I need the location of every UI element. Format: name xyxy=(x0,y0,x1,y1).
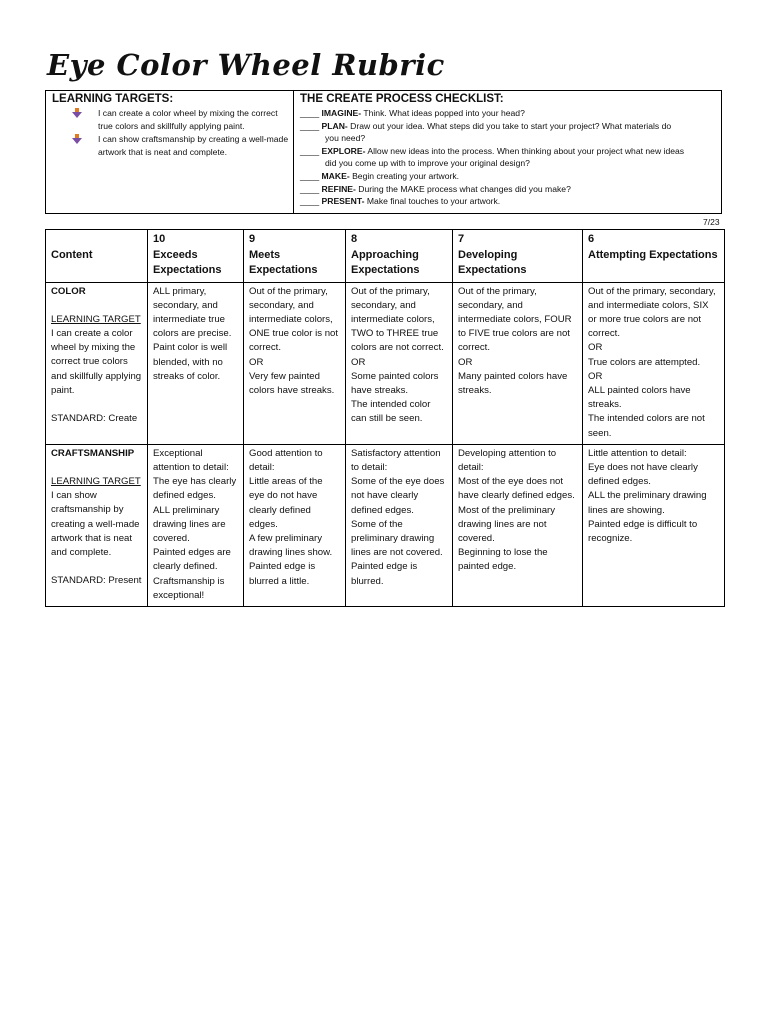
header-label: Attempting Expectations xyxy=(588,248,718,261)
learning-target-item xyxy=(72,107,290,132)
rubric-cell xyxy=(244,282,346,444)
learning-target-text: I can show craftsmanship by creating a well-made artwork that is neat and complete. xyxy=(51,490,140,558)
cell-line: ALL primary, secondary, and intermediate true colors are precise. xyxy=(153,285,232,340)
cell-line: Paint color is well blended, with no streaks of color. xyxy=(153,342,228,382)
standard-text: STANDARD: Present xyxy=(51,575,142,587)
cell-line: A few preliminary drawing lines show. xyxy=(249,532,333,559)
checklist-blank[interactable]: ____ xyxy=(300,170,320,181)
checklist-item xyxy=(300,145,715,170)
header-score-10 xyxy=(148,230,244,283)
header-score: 8 xyxy=(351,233,358,245)
date-label: 7/23 xyxy=(703,217,720,227)
header-score-7 xyxy=(453,230,583,283)
rubric-cell xyxy=(453,282,583,444)
cell-line: Very few painted colors have streaks. xyxy=(249,370,335,396)
cell-line: True colors are attempted. xyxy=(588,356,701,368)
table-header-row xyxy=(46,230,725,283)
checklist-blank[interactable]: ____ xyxy=(300,196,320,207)
checklist-label: EXPLORE- xyxy=(321,145,366,156)
checklist-panel xyxy=(294,91,721,213)
checklist-text: Think. What ideas popped into your head? xyxy=(361,108,525,118)
cell-line: ALL preliminary drawing lines are covered. xyxy=(153,504,226,544)
header-score: 6 xyxy=(588,233,595,245)
header-score: 7 xyxy=(458,233,465,245)
learning-targets-list xyxy=(72,107,290,159)
row-criterion xyxy=(46,282,148,444)
cell-line: Craftsmanship is exceptional! xyxy=(153,575,225,601)
cell-line: Good attention to detail: xyxy=(249,447,323,473)
criterion-name: CRAFTSMANSHIP xyxy=(51,447,135,459)
checklist-text: Draw out your idea. What steps did you take to start your project? What materials do xyxy=(347,120,672,131)
checklist-item xyxy=(300,183,715,196)
checklist-list xyxy=(300,107,715,208)
rubric-cell xyxy=(583,444,725,606)
checklist-text: Begin creating your artwork. xyxy=(349,170,460,181)
learning-target-item xyxy=(72,133,290,158)
rubric-cell xyxy=(148,282,244,444)
cell-line: OR xyxy=(588,342,603,354)
learning-target-text: I can show craftsmanship by creating a well-made artwork that is neat and complete. xyxy=(98,134,289,157)
checklist-text-cont: you need? xyxy=(325,133,366,144)
learning-targets-panel xyxy=(46,91,294,213)
cell-line: Painted edge is blurred a little. xyxy=(249,561,316,587)
cell-line: Little areas of the eye do not have clearly defined edges. xyxy=(249,476,323,530)
checklist-blank[interactable]: ____ xyxy=(300,108,320,118)
cell-line: ALL painted colors have streaks. xyxy=(588,384,691,411)
header-label: Approaching Expectations xyxy=(351,248,420,276)
rubric-cell xyxy=(583,282,725,444)
cell-line: Many painted colors have streaks. xyxy=(458,370,568,396)
checklist-item xyxy=(300,170,715,183)
checklist-text: Allow new ideas into the process. When thinking about your project what new ideas xyxy=(365,145,685,156)
rubric-cell xyxy=(346,444,453,606)
cell-line: ALL the preliminary drawing lines are showing. xyxy=(588,490,707,516)
cell-line: The intended colors are not seen. xyxy=(588,413,705,439)
cell-line: Some painted colors have streaks. xyxy=(351,370,439,396)
learning-target-text: I can create a color wheel by mixing the correct true colors and skillfully applying paint. xyxy=(51,327,142,396)
header-score: 10 xyxy=(153,233,166,245)
cell-line: OR xyxy=(249,356,264,368)
checklist-label: PLAN- xyxy=(321,120,348,131)
rubric-cell xyxy=(148,444,244,606)
rubric-cell xyxy=(346,282,453,444)
cell-line: The eye has clearly defined edges. xyxy=(153,476,237,502)
checklist-blank[interactable]: ____ xyxy=(300,145,320,156)
checklist-text: During the MAKE process what changes did you make? xyxy=(355,183,571,194)
learning-targets-heading: LEARNING TARGETS: xyxy=(52,93,174,105)
arrow-bullet-icon xyxy=(72,108,82,118)
table-row xyxy=(46,282,725,444)
checklist-label: PRESENT- xyxy=(321,196,365,207)
header-box xyxy=(45,90,722,214)
checklist-item xyxy=(300,120,715,145)
checklist-label: IMAGINE- xyxy=(321,108,362,118)
learning-target-label: LEARNING TARGET xyxy=(51,313,141,325)
standard-text: STANDARD: Create xyxy=(51,412,138,424)
checklist-label: REFINE- xyxy=(321,183,356,194)
header-score-9 xyxy=(244,230,346,283)
header-score-8 xyxy=(346,230,453,283)
cell-line: Most of the preliminary drawing lines are not covered. xyxy=(458,504,556,544)
header-score: 9 xyxy=(249,233,256,245)
cell-line: Painted edge is blurred. xyxy=(351,561,418,587)
cell-line: Out of the primary, secondary, and intermediate colors, TWO to THREE true colors are not correct. xyxy=(351,285,444,354)
checklist-text: Make final touches to your artwork. xyxy=(364,196,501,207)
cell-line: OR xyxy=(458,356,473,368)
rubric-cell xyxy=(453,444,583,606)
page-title: Eye Color Wheel Rubric xyxy=(47,48,445,82)
table-body xyxy=(46,282,725,606)
cell-line: OR xyxy=(588,370,603,382)
cell-line: Out of the primary, secondary, and intermediate colors, SIX or more true colors are not correct. xyxy=(588,285,716,340)
checklist-blank[interactable]: ____ xyxy=(300,120,320,131)
learning-target-label: LEARNING TARGET xyxy=(51,475,141,487)
header-score-6 xyxy=(583,230,725,283)
header-content xyxy=(46,230,148,283)
arrow-bullet-icon xyxy=(72,134,82,144)
learning-target-text: I can create a color wheel by mixing the correct true colors and skillfully applying paint. xyxy=(98,108,278,131)
cell-line: Some of the eye does not have clearly defined edges. xyxy=(351,476,445,516)
header-label: Developing Expectations xyxy=(458,248,527,276)
checklist-blank[interactable]: ____ xyxy=(300,183,320,194)
cell-line: Developing attention to detail: xyxy=(458,447,557,473)
cell-line: Little attention to detail: xyxy=(588,447,687,459)
cell-line: Out of the primary, secondary, and intermediate colors, FOUR to FIVE true colors are not correct. xyxy=(458,285,572,354)
checklist-item xyxy=(300,107,715,120)
cell-line: Exceptional attention to detail: xyxy=(153,447,229,473)
table-row xyxy=(46,444,725,606)
cell-line: The intended color can still be seen. xyxy=(351,399,431,425)
checklist-text-cont: did you come up with to improve your original design? xyxy=(325,158,530,169)
cell-line: Satisfactory attention to detail: xyxy=(351,447,441,473)
row-criterion xyxy=(46,444,148,606)
cell-line: Painted edges are clearly defined. xyxy=(153,547,231,573)
cell-line: Most of the eye does not have clearly defined edges. xyxy=(458,476,575,502)
rubric-cell xyxy=(244,444,346,606)
cell-line: OR xyxy=(351,356,366,368)
header-label: Exceeds Expectations xyxy=(153,248,222,276)
cell-line: Eye does not have clearly defined edges. xyxy=(588,461,698,488)
checklist-heading: THE CREATE PROCESS CHECKLIST: xyxy=(300,93,504,105)
checklist-item xyxy=(300,195,715,208)
rubric-table xyxy=(45,229,725,607)
cell-line: Painted edge is difficult to recognize. xyxy=(588,518,698,544)
checklist-label: MAKE- xyxy=(321,170,350,181)
cell-line: Some of the preliminary drawing lines are not covered. xyxy=(351,518,443,559)
cell-line: Out of the primary, secondary, and intermediate colors, ONE true color is not correct. xyxy=(249,285,339,354)
header-label: Meets Expectations xyxy=(249,248,318,276)
cell-line: Beginning to lose the painted edge. xyxy=(458,547,548,573)
criterion-name: COLOR xyxy=(51,285,86,297)
header-label: Content xyxy=(51,248,93,261)
